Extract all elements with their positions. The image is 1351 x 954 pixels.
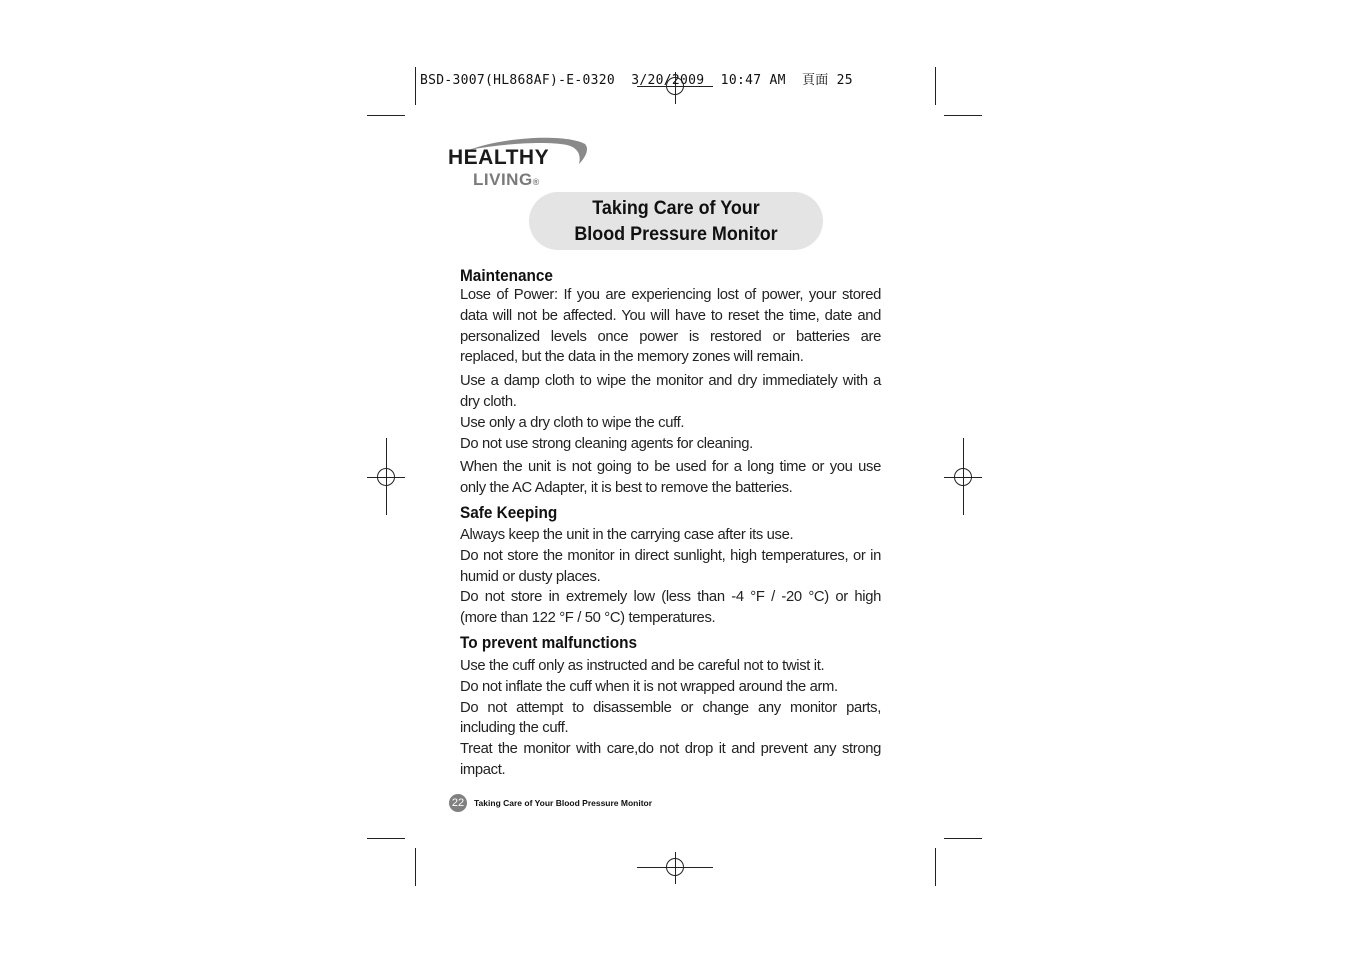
crop-mark <box>944 115 982 116</box>
logo-text-healthy: HEALTHY <box>448 146 550 169</box>
registration-circle <box>666 858 684 876</box>
section-heading-malfunctions: To prevent malfunctions <box>460 633 638 652</box>
registration-circle <box>377 468 395 486</box>
paragraph: Use the cuff only as instructed and be careful not to twist it. <box>460 657 825 674</box>
page-number-badge: 22 <box>449 794 467 812</box>
crop-mark <box>935 67 936 105</box>
page-title <box>529 192 823 250</box>
healthy-living-logo <box>447 136 592 192</box>
paragraph: Do not inflate the cuff when it is not wrapped around the arm. <box>460 678 838 695</box>
paragraph: Use a damp cloth to wipe the monitor and dry immediately with a dry cloth. <box>460 373 881 410</box>
paragraph: Do not attempt to disassemble or change any monitor parts, including the cuff. <box>460 699 881 737</box>
logo-text-living: LIVING® <box>473 170 540 189</box>
section-heading-safe-keeping: Safe Keeping <box>460 503 558 522</box>
section-heading-maintenance: Maintenance <box>460 267 553 285</box>
footer-text: Taking Care of Your Blood Pressure Monitor <box>474 798 653 808</box>
paragraph: Always keep the unit in the carrying case after its use. <box>460 526 794 543</box>
page-title-line2: Blood Pressure Monitor <box>574 223 778 245</box>
crop-mark <box>367 115 405 116</box>
crop-mark <box>944 838 982 839</box>
paragraph: Do not use strong cleaning agents for cleaning. <box>460 435 753 452</box>
main-content <box>460 265 881 781</box>
crop-mark <box>415 67 416 105</box>
print-header: BSD-3007(HL868AF)-E-0320 3/20/2009 10:47 AM 頁面 25 <box>420 73 853 88</box>
crop-mark <box>935 848 936 886</box>
paragraph: Use only a dry cloth to wipe the cuff. <box>460 414 685 431</box>
page-footer <box>449 794 652 812</box>
registration-circle <box>954 468 972 486</box>
crop-mark <box>367 838 405 839</box>
paragraph: When the unit is not going to be used for a long time or you use only the AC Adapter, it is best to remove the batteries. <box>460 459 881 497</box>
paragraph: Lose of Power: If you are experiencing lost of power, your stored data will not be affected. You will have to reset the time, date and personalized levels once power is restored or batteries are replaced, but the data in the memory zones will remain. <box>460 287 881 366</box>
page-title-line1: Taking Care of Your <box>592 197 760 219</box>
paragraph: Do not store in extremely low (less than -4 °F / -20 °C) or high (more than 122 °F / 50 °C) temperatures. <box>460 589 881 627</box>
crop-mark <box>415 848 416 886</box>
paragraph: Do not store the monitor in direct sunlight, high temperatures, or in humid or dusty places. <box>460 547 881 585</box>
paragraph: Treat the monitor with care,do not drop it and prevent any strong impact. <box>460 741 881 778</box>
